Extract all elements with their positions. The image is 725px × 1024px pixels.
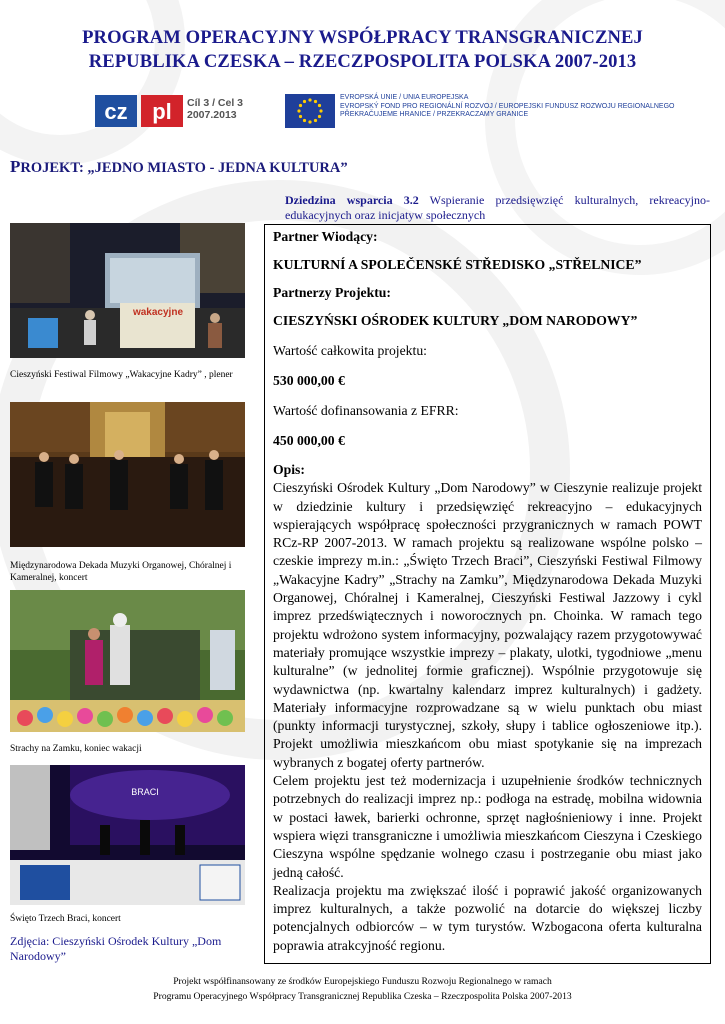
eu-flag-icon bbox=[285, 94, 335, 128]
project-info-box bbox=[264, 224, 711, 964]
description-paragraph-2: Celem projektu jest też modernizacja i uzupełnienie środków technicznych potrzebnych do realizacji imprez np.: podłoga na estradę, mobilna widownia w postaci ławek, barierki ochronne, sprzęt nagłośnieniowy i inne. Projekt wspiera więzi transgraniczne i umożliwia mieszkańcom Cieszyna i Czeskiego Cieszyna wspólne spędzanie wolnego czasu i postrzeganie obu miast jako jedną całość. bbox=[273, 773, 702, 880]
photo-credits: Zdjęcia: Cieszyński Ośrodek Kultury „Dom Narodowy” bbox=[10, 934, 222, 963]
description-paragraph-3: Realizacja projektu ma zwiększać ilość i poprawić jakość organizowanych imprez kulturalnych, a także pozwolić na dotarcie do większej liczby potencjalnych odbiorców – w tym turystów. Wzbogacona oferta kulturalna poprawia atrakcyjność regionu. bbox=[273, 882, 702, 953]
czpl-logo-pl: pl bbox=[152, 99, 172, 124]
caption-film-festival: Cieszyński Festiwal Filmowy „Wakacyjne Kadry” , plener bbox=[10, 370, 233, 380]
czpl-logo-label bbox=[187, 97, 243, 121]
photo-strachy-na-zamku bbox=[10, 590, 245, 732]
czpl-logo-goal: Cíl 3 / Cel 3 bbox=[187, 97, 244, 109]
efrr-value-label: Wartość dofinansowania z EFRR: bbox=[273, 403, 459, 418]
page-title bbox=[20, 26, 705, 74]
project-heading bbox=[10, 157, 348, 177]
efrr-value: 450 000,00 € bbox=[273, 433, 345, 448]
support-area-text: Wspieranie przedsięwzięć kulturalnych, rekreacyjno-edukacyjnych oraz inicjatyw społecznych bbox=[285, 193, 710, 222]
description-paragraph-1: Cieszyński Ośrodek Kultury „Dom Narodowy” w Cieszynie realizuje projekt w dziedzinie kultury i przedsięwzięć rekreacyjno – edukacyjnych wspierających współpracę społeczności przygranicznych w ramach POWT RCz-RP 2007-2013. W ramach projektu są realizowane wspólne polsko – czeskie imprezy m.in.: „Święto Trzech Braci”, Cieszyński Festiwal Filmowy „Wakacyjne Kadry” „Strachy na Zamku”, Międzynarodowa Dekada Muzyki Organowej, Chóralnej i Kameralnej, Cieszyński Festiwal Jazzowy i cykl imprez przedświątecznych i noworocznych pn. Choinka. W ramach tego projektu wdrożono system informacyjny, pozwalający razem przygotowywać materiały promujące wszystkie imprezy – plakaty, ulotki, tygodniowe „menu kulturalne” (w jednolitej formie graficznej). Wspólnie przygotowuje się wydawnictwa (np. kwartalny kalendarz imprez kulturalnych) i gadżety. Materiały informacyjne rozprowadzane są w wielu punktach obu miast (punkty informacji turystycznej, szkoły, słupy i tablice ogłoszeniowe itp.). Projekt umożliwia mieszkańcom obu miast spotykanie się na imprezach wybranych z bogatej oferty partnerów. bbox=[273, 480, 702, 770]
project-name: : „JEDNO MIASTO - JEDNA KULTURA” bbox=[78, 160, 348, 176]
support-area bbox=[285, 193, 710, 223]
caption-organ-concert: Międzynarodowa Dekada Muzyki Organowej, Chóralnej i Kameralnej, koncert bbox=[10, 561, 232, 583]
caption-swieto-trzech-braci: Święto Trzech Braci, koncert bbox=[10, 914, 121, 924]
title-line-1: PROGRAM OPERACYJNY WSPÓŁPRACY TRANSGRANICZNEJ bbox=[82, 27, 643, 48]
eu-line-3: PŘEKRAČUJEME HRANICE / PRZEKRACZAMY GRANICE bbox=[340, 111, 529, 119]
photo-stage-text: BRACI bbox=[131, 787, 159, 797]
support-area-label: Dziedzina wsparcia 3.2 bbox=[285, 193, 419, 207]
project-prefix-initial: P bbox=[10, 157, 21, 176]
description-label: Opis: bbox=[273, 462, 305, 477]
logo-bar bbox=[95, 92, 675, 132]
total-value: 530 000,00 € bbox=[273, 373, 345, 388]
project-prefix-rest: ROJEKT bbox=[20, 160, 79, 176]
footer-line-1: Projekt współfinansowany ze środków Europejskiego Funduszu Rozwoju Regionalnego w ramach bbox=[173, 976, 552, 987]
partners-label: Partnerzy Projektu: bbox=[273, 285, 391, 300]
photo-banner-text: wakacyjne bbox=[132, 307, 184, 318]
title-line-2: REPUBLIKA CZESKA – RZECZPOSPOLITA POLSKA 2007-2013 bbox=[88, 51, 637, 72]
eu-line-2: EVROPSKÝ FOND PRO REGIONÁLNÍ ROZVOJ / EUROPEJSKI FUNDUSZ ROZWOJU REGIONALNEGO bbox=[340, 102, 675, 110]
footer-line-2: Programu Operacyjnego Współpracy Transgranicznej Republika Czeska – Rzeczpospolita Polska 2007-2013 bbox=[153, 990, 572, 1002]
photo-film-festival bbox=[10, 223, 245, 358]
czpl-logo bbox=[95, 95, 183, 127]
partner-name: CIESZYŃSKI OŚRODEK KULTURY „DOM NARODOWY” bbox=[273, 313, 638, 328]
total-value-label: Wartość całkowita projektu: bbox=[273, 343, 427, 358]
lead-partner-label: Partner Wiodący: bbox=[273, 229, 378, 244]
photo-swieto-trzech-braci bbox=[10, 765, 245, 905]
eu-logo-text bbox=[340, 94, 675, 120]
caption-strachy-na-zamku: Strachy na Zamku, koniec wakacji bbox=[10, 744, 142, 754]
lead-partner-name: KULTURNÍ A SPOLEČENSKÉ STŘEDISKO „STŘELNICE” bbox=[273, 257, 642, 272]
photo-organ-concert bbox=[10, 402, 245, 547]
page-footer bbox=[40, 975, 685, 1004]
czpl-logo-cz: cz bbox=[104, 99, 128, 124]
czpl-logo-years: 2007.2013 bbox=[187, 109, 237, 121]
eu-line-1: EVROPSKÁ UNIE / UNIA EUROPEJSKA bbox=[340, 94, 469, 101]
